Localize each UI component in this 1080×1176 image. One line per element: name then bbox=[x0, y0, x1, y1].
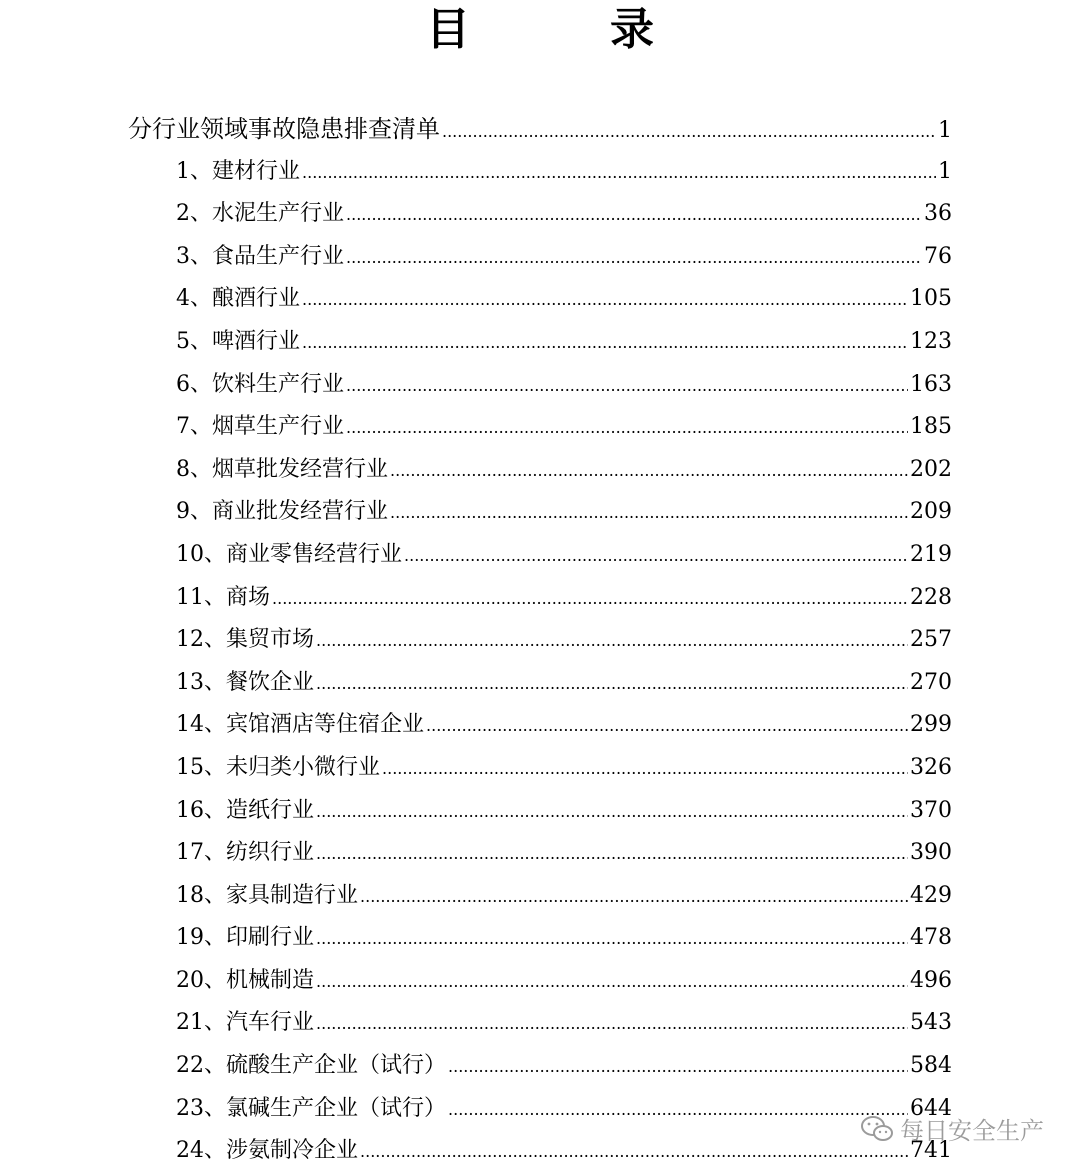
toc-entry-page: 105 bbox=[910, 286, 952, 312]
watermark bbox=[860, 1111, 1044, 1146]
toc-entry-page: 496 bbox=[910, 967, 952, 993]
toc-leader-dots bbox=[316, 833, 908, 875]
toc-entry-label: 商业零售经营行业 bbox=[226, 541, 403, 567]
toc-entry-page: 299 bbox=[910, 712, 952, 738]
watermark-text: 每日安全生产 bbox=[900, 1117, 1044, 1145]
toc-entry-label: 食品生产行业 bbox=[212, 243, 345, 269]
toc-entry-page: 270 bbox=[910, 669, 952, 695]
toc-entry[interactable] bbox=[0, 193, 1080, 236]
toc-entry-label: 未归类小微行业 bbox=[226, 754, 381, 780]
toc-entry-label: 啤酒行业 bbox=[212, 328, 301, 354]
toc-entry[interactable] bbox=[0, 662, 1080, 705]
toc-entry[interactable] bbox=[0, 534, 1080, 577]
toc-entry-label: 烟草批发经营行业 bbox=[212, 456, 389, 482]
toc-leader-dots bbox=[360, 876, 908, 918]
toc-leader-dots bbox=[316, 663, 908, 705]
toc-leader-dots bbox=[360, 1131, 908, 1173]
toc-entry-label: 氯碱生产企业（试行） bbox=[226, 1095, 447, 1121]
toc-leader-dots bbox=[346, 194, 922, 236]
toc-entry-number: 7、 bbox=[176, 414, 212, 440]
toc-entry-label: 机械制造 bbox=[226, 967, 315, 993]
toc-entry-number: 20、 bbox=[176, 967, 226, 993]
toc-entry[interactable] bbox=[0, 832, 1080, 875]
toc-entry-number: 13、 bbox=[176, 669, 226, 695]
toc-leader-dots bbox=[272, 578, 908, 620]
toc-entry-label: 宾馆酒店等住宿企业 bbox=[226, 712, 425, 738]
toc-entry-page: 741 bbox=[910, 1138, 952, 1164]
toc-leader-dots bbox=[448, 1046, 908, 1088]
toc-entry-label: 造纸行业 bbox=[226, 797, 315, 823]
toc-entry-page: 36 bbox=[924, 201, 952, 227]
toc-leader-dots bbox=[390, 492, 908, 534]
toc-leader-dots bbox=[448, 1089, 908, 1131]
toc-entry-number: 15、 bbox=[176, 754, 226, 780]
toc-entry[interactable] bbox=[0, 449, 1080, 492]
toc-entry[interactable] bbox=[0, 1045, 1080, 1088]
toc-entry-page: 370 bbox=[910, 797, 952, 823]
toc-entry[interactable] bbox=[0, 321, 1080, 364]
toc-entry-number: 8、 bbox=[176, 456, 212, 482]
toc-entry-page: 644 bbox=[910, 1095, 952, 1121]
toc-entry-label: 商场 bbox=[226, 584, 271, 610]
toc-entry-page: 257 bbox=[910, 627, 952, 653]
toc-entry-number: 18、 bbox=[176, 882, 226, 908]
toc-entry[interactable] bbox=[0, 1002, 1080, 1045]
toc-entry-label: 水泥生产行业 bbox=[212, 201, 345, 227]
toc-entry[interactable] bbox=[0, 577, 1080, 620]
wechat-icon bbox=[860, 1115, 894, 1143]
page-title: 目 录 bbox=[426, 4, 702, 55]
toc-entry-number: 4、 bbox=[176, 286, 212, 312]
toc-leader-dots bbox=[404, 535, 908, 577]
toc-entry-label: 集贸市场 bbox=[226, 627, 315, 653]
toc-entry-label: 商业批发经营行业 bbox=[212, 499, 389, 525]
toc-entry[interactable] bbox=[0, 875, 1080, 918]
toc-entry-page: 209 bbox=[910, 499, 952, 525]
toc-entry-label: 饮料生产行业 bbox=[212, 371, 345, 397]
toc-entry[interactable] bbox=[0, 491, 1080, 534]
toc-entry-page: 185 bbox=[910, 414, 952, 440]
toc-entry[interactable] bbox=[0, 704, 1080, 747]
toc-leader-dots bbox=[302, 279, 908, 321]
toc-leader-dots bbox=[382, 748, 908, 790]
toc-entry-number: 1、 bbox=[176, 158, 212, 184]
toc-entry-label: 汽车行业 bbox=[226, 1010, 315, 1036]
toc-entry-page: 76 bbox=[924, 243, 952, 269]
toc-entry-number: 5、 bbox=[176, 328, 212, 354]
toc-leader-dots bbox=[390, 450, 908, 492]
toc-entry[interactable] bbox=[0, 236, 1080, 279]
toc-entry[interactable] bbox=[0, 917, 1080, 960]
toc-entry[interactable] bbox=[0, 151, 1080, 194]
toc-entry-number: 14、 bbox=[176, 712, 226, 738]
toc-entry-label: 烟草生产行业 bbox=[212, 414, 345, 440]
toc-entry[interactable] bbox=[0, 364, 1080, 407]
toc-entry-page: 390 bbox=[910, 840, 952, 866]
toc-leader-dots bbox=[316, 961, 908, 1003]
toc-entry-page: 219 bbox=[910, 541, 952, 567]
toc-leader-dots bbox=[426, 705, 908, 747]
toc-entry-page: 584 bbox=[910, 1053, 952, 1079]
toc-leader-dots bbox=[346, 407, 908, 449]
toc-leader-dots bbox=[302, 322, 908, 364]
toc-entry[interactable] bbox=[0, 619, 1080, 662]
toc-entry-page: 429 bbox=[910, 882, 952, 908]
toc-entry-page: 202 bbox=[910, 456, 952, 482]
toc-entry-label: 硫酸生产企业（试行） bbox=[226, 1053, 447, 1079]
toc-leader-dots bbox=[316, 1003, 908, 1045]
toc-leader-dots bbox=[346, 237, 922, 279]
toc-entry[interactable] bbox=[0, 278, 1080, 321]
toc-entry-number: 2、 bbox=[176, 201, 212, 227]
toc-entry-number: 24、 bbox=[176, 1138, 226, 1164]
toc-entry-number: 19、 bbox=[176, 925, 226, 951]
toc-entry-label: 酿酒行业 bbox=[212, 286, 301, 312]
toc-entry-number: 10、 bbox=[176, 541, 226, 567]
toc-leader-dots bbox=[316, 620, 908, 662]
toc-entry-page: 478 bbox=[910, 925, 952, 951]
toc-entry-page: 326 bbox=[910, 754, 952, 780]
toc-section-entry[interactable] bbox=[0, 108, 1080, 151]
toc-entry-page: 543 bbox=[910, 1010, 952, 1036]
toc-entry[interactable] bbox=[0, 747, 1080, 790]
toc-entry-label: 餐饮企业 bbox=[226, 669, 315, 695]
toc-leader-dots bbox=[302, 152, 936, 194]
toc-entry-label: 建材行业 bbox=[212, 158, 301, 184]
toc-entry[interactable] bbox=[0, 790, 1080, 833]
toc-entry-number: 22、 bbox=[176, 1053, 226, 1079]
toc-entry-number: 11、 bbox=[176, 584, 226, 610]
toc-entry-number: 17、 bbox=[176, 840, 226, 866]
toc-entry-label: 家具制造行业 bbox=[226, 882, 359, 908]
toc-entry-number: 21、 bbox=[176, 1010, 226, 1036]
toc-entry[interactable] bbox=[0, 406, 1080, 449]
toc-item-list bbox=[0, 151, 1080, 1173]
toc-entry-label: 纺织行业 bbox=[226, 840, 315, 866]
toc-entry-page: 228 bbox=[910, 584, 952, 610]
toc-entry-number: 16、 bbox=[176, 797, 226, 823]
toc-entry-page: 123 bbox=[910, 328, 952, 354]
toc-entry-label: 印刷行业 bbox=[226, 925, 315, 951]
toc-section-label: 分行业领域事故隐患排查清单 bbox=[128, 115, 440, 143]
toc-leader-dots bbox=[316, 918, 908, 960]
toc-leader-dots bbox=[316, 791, 908, 833]
toc-entry-number: 23、 bbox=[176, 1095, 226, 1121]
toc-entry-number: 3、 bbox=[176, 243, 212, 269]
table-of-contents bbox=[0, 108, 1080, 1173]
toc-leader-dots bbox=[346, 365, 908, 407]
toc-leader-dots bbox=[442, 111, 936, 153]
toc-entry-page: 1 bbox=[938, 158, 952, 184]
toc-entry[interactable] bbox=[0, 960, 1080, 1003]
toc-entry-number: 9、 bbox=[176, 499, 212, 525]
toc-entry-number: 12、 bbox=[176, 627, 226, 653]
toc-entry-label: 涉氨制冷企业 bbox=[226, 1138, 359, 1164]
toc-entry-number: 6、 bbox=[176, 371, 212, 397]
toc-section-page: 1 bbox=[938, 118, 952, 143]
toc-entry-page: 163 bbox=[910, 371, 952, 397]
